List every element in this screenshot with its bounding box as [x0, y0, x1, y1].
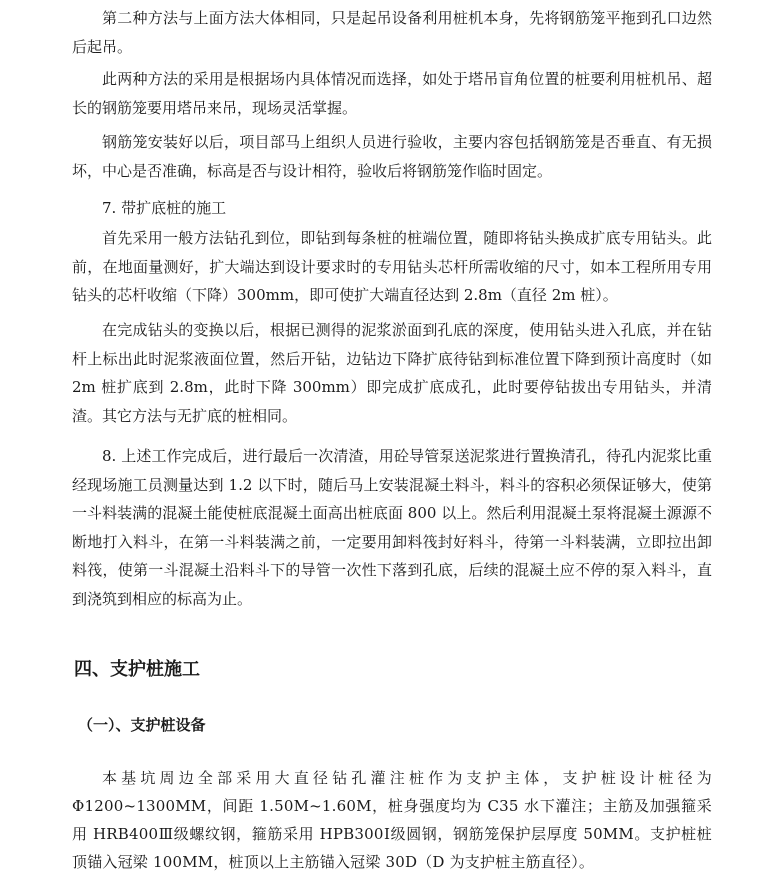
- heading-support-pile-construction: 四、支护桩施工: [74, 659, 200, 680]
- paragraph-bit-change: 在完成钻头的变换以后，根据已测得的泥浆淤面到孔底的深度，使用钻头进入孔底，并在钻杆上标出此时泥浆液面位置，然后开钻，边钻边下降扩底待钻到标准位置下降到预计高度时（如 2m 桩扩底到 2.8m，此时下降 300mm）即完成扩底成孔，此时要停钻拔出专用钻头，并清渣。其它方法与无扩底的桩相同。: [72, 321, 712, 425]
- paragraph-belled-pile-drilling: 首先采用一般方法钻孔到位，即钻到每条桩的桩端位置，随即将钻头换成扩底专用钻头。此前，在地面量测好，扩大端达到设计要求时的专用钻头芯杆所需收缩的尺寸，如本工程所用专用钻头的芯杆收缩（下降）300mm，即可使扩大端直径达到 2.8m（直径 2m 桩）。: [72, 229, 712, 304]
- paragraph-method-selection: 此两种方法的采用是根据场内具体情况而选择，如处于塔吊盲角位置的桩要利用桩机吊、超长的钢筋笼要用塔吊来吊，现场灵活掌握。: [72, 70, 712, 117]
- paragraph-lifting-method-2: 第二种方法与上面方法大体相同，只是起吊设备利用桩机本身，先将钢筋笼平拖到孔口边然后起吊。: [72, 9, 712, 56]
- paragraph-section-8-concrete: 8. 上述工作完成后，进行最后一次清渣，用砼导管泵送泥浆进行置换清孔，待孔内泥浆比重经现场施工员测量达到 1.2 以下时，随后马上安装混凝土料斗，料斗的容积必须保证够大，使第一斗料装满的混凝土能使桩底混凝土面高出桩底面 800 以上。然后利用混凝土泵将混凝土源源不断地打入料斗，在第一斗料装满之前，一定要用卸料筏封好料斗，待第一斗料装满，立即拉出卸料筏，使第一斗混凝土沿料斗下的导管一次性下落到孔底，后续的混凝土应不停的泵入料斗，直到浇筑到相应的标高为止。: [72, 447, 712, 608]
- paragraph-support-pile-spec: 本基坑周边全部采用大直径钻孔灌注桩作为支护主体，支护桩设计桩径为Φ1200~1300MM，间距 1.50M~1.60M，桩身强度均为 C35 水下灌注；主筋及加强箍采用 HRB400Ⅲ级螺纹钢，箍筋采用 HPB300Ⅰ级圆钢，钢筋笼保护层厚度 50MM。支护桩桩顶锚入冠梁 100MM，桩顶以上主筋锚入冠梁 30D（D 为支护桩主筋直径）。: [72, 769, 712, 871]
- heading-support-pile-equipment: （一）、支护桩设备: [78, 716, 206, 734]
- paragraph-cage-inspection: 钢筋笼安装好以后，项目部马上组织人员进行验收，主要内容包括钢筋笼是否垂直、有无损坏，中心是否准确，标高是否与设计相符，验收后将钢筋笼作临时固定。: [72, 133, 712, 180]
- paragraph-section-7-title: 7. 带扩底桩的施工: [102, 199, 227, 217]
